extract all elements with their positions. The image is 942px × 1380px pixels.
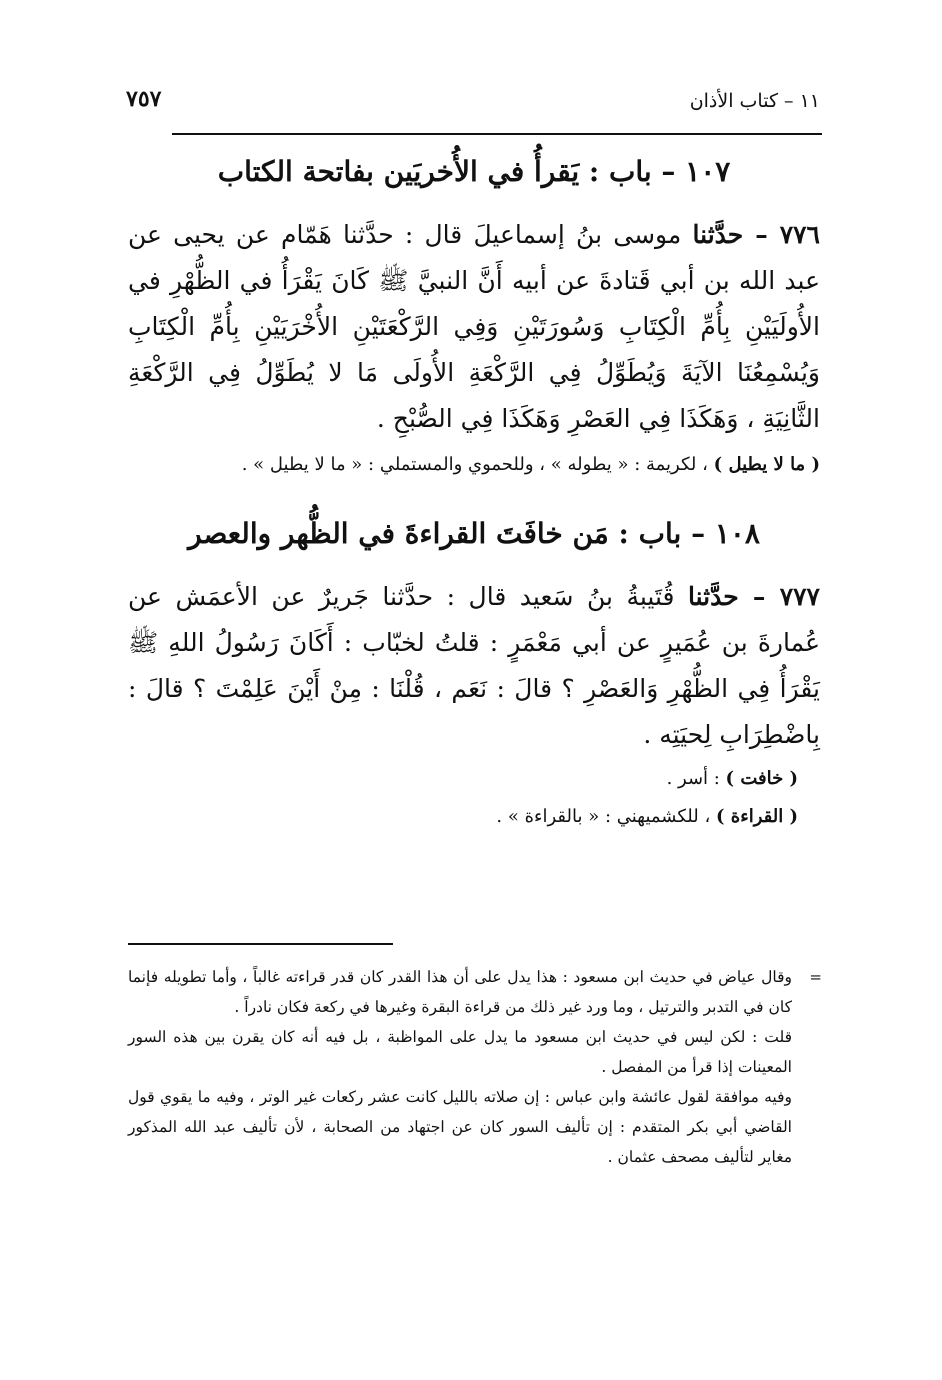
hadith-text: قُتَيبةُ بنُ سَعيد قال : حدَّثنا جَريرٌ عن الأعمَش عن عُمارةَ بن عُمَيرٍ عن أبي مَعْمَرٍ : قلتُ لخبّاب : أَكَانَ رَسُولُ اللهِ ﷺ يَقْرَأُ فِي الظُّهْرِ وَالعَصْرِ ؟ قالَ : نَعَم ، قُلْنَا : مِنْ أَيْنَ عَلِمْتَ ؟ قالَ : بِاضْطِرَابِ لِحيَتِه . [128,582,820,749]
variant-note [128,800,820,834]
hadith-number: ٧٧٧ – حدَّثنا [687,582,820,611]
page-header [126,84,820,124]
running-head: ١١ – كتاب الأذان [689,90,820,112]
note-text: ، للكشميهني : « بالقراءة » . [496,806,717,827]
note-term: ( خافت ) [725,768,798,789]
footnote-paragraph: قلت : لكن ليس في حديث ابن مسعود ما يدل على المواظبة ، بل فيه أنه كان يقرن بين هذه السور المعينات إذا قرأ من المفصل . [128,1028,792,1076]
note-text: ، لكريمة : « يطوله » ، وللحموي والمستملي : « ما لا يطيل » . [241,454,714,475]
page-number: ٧٥٧ [126,86,162,112]
hadith-777 [128,574,820,758]
footnotes [128,962,792,1172]
hadith-text: موسى بنُ إسماعيلَ قال : حدَّثنا هَمّام عن يحيى عن عبد الله بن أبي قَتادةَ عن أبيه أَنَّ النبيَّ ﷺ كَانَ يَقْرَأُ في الظُّهْرِ في الأُولَيَيْنِ بِأُمِّ الْكِتَابِ وَسُورَتَيْنِ وَفِي الرَّكْعَتَيْنِ الأُخْرَيَيْنِ بِأُمِّ الْكِتَابِ وَيُسْمِعُنَا الآيَةَ وَيُطَوِّلُ فِي الرَّكْعَةِ الأُولَى مَا لا يُطَوِّلُ فِي الرَّكْعَةِ الثَّانِيَةِ ، وَهَكَذَا فِي العَصْرِ وَهَكَذَا فِي الصُّبْحِ . [128,220,820,433]
hadith-776 [128,212,820,442]
note-term: ( ما لا يطيل ) [713,454,820,475]
header-rule [172,133,822,135]
note-text: : أسر . [666,768,726,789]
chapter-heading-107: ١٠٧ – باب : يَقرأُ في الأُخريَين بفاتحة الكتاب [217,155,731,188]
footnote-paragraph: وقال عياض في حديث ابن مسعود : هذا يدل على أن هذا القدر كان قدر قراءته غالباً ، وأما تطويله فإنما كان في التدبر والترتيل ، وما ورد غير ذلك من قراءة البقرة وغيرها في ركعة فكان نادراً . [128,968,792,1016]
main-text [128,148,820,834]
chapter-heading-108: ١٠٨ – باب : مَن خافَتَ القراءةَ في الظُّهر والعصر [188,517,760,550]
variant-note [128,762,820,796]
note-term: ( القراءة ) [716,806,798,827]
footnote-rule [128,943,393,945]
continuation-mark: = [809,968,822,986]
footnote-paragraph: وفيه موافقة لقول عائشة وابن عباس : إن صلاته بالليل كانت عشر ركعات غير الوتر ، وفيه ما يقوي قول القاضي أبي بكر المتقدم : إن تأليف السور كان عن اجتهاد من الصحابة ، لأن تأليف عبد الله المذكور مغاير لتأليف مصحف عثمان . [128,1088,792,1166]
hadith-number: ٧٧٦ – حدَّثنا [692,220,820,249]
variant-note [128,448,820,482]
